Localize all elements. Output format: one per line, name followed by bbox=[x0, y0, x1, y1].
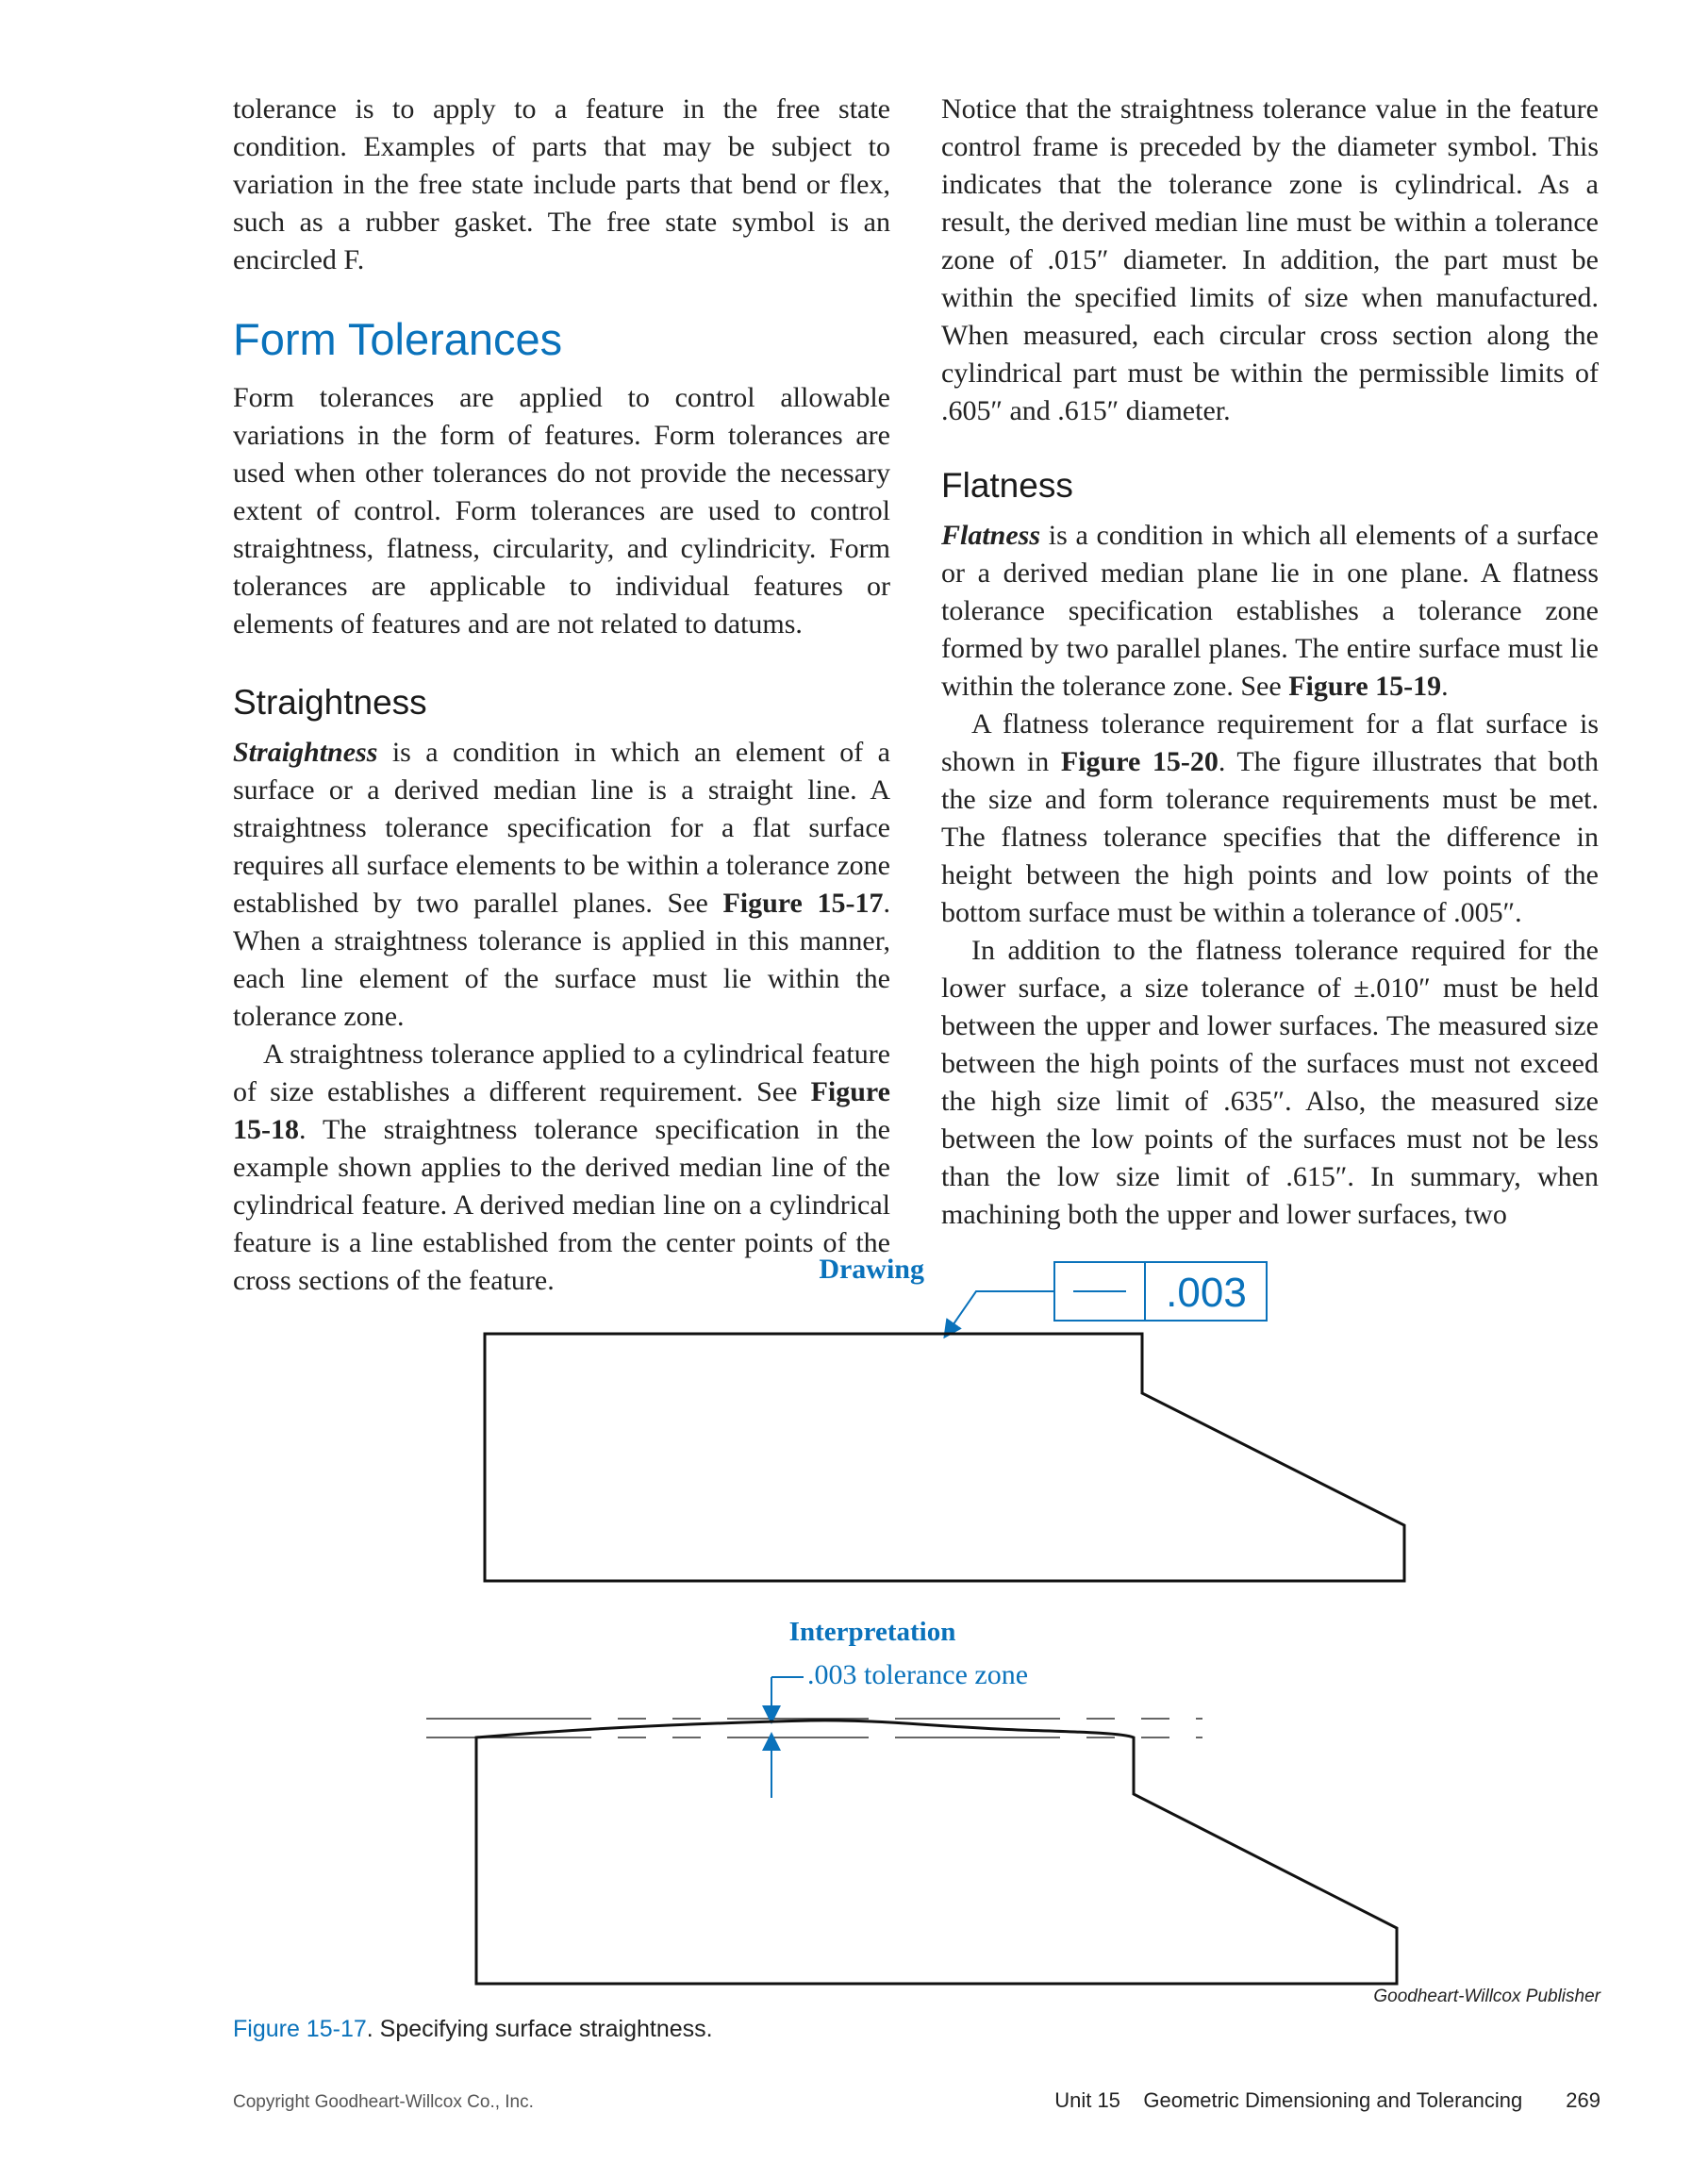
unit-title: Unit 15 Geometric Dimensioning and Tolerancing bbox=[1054, 2088, 1523, 2112]
flatness-heading: Flatness bbox=[941, 466, 1073, 505]
tolerance-zone-label: .003 tolerance zone bbox=[807, 1659, 1029, 1690]
form-tolerances-paragraph: Form tolerances are applied to control allowable variations in the form of features. Form tolerances are used when other tolerances do not provide the necessary extent of control. Form tolerances are used to control straightness, flatness, circularity, and cylindricity. Form tolerances are applicable to individual features or elements of features and are not related to datums. bbox=[233, 382, 890, 640]
figure-caption bbox=[233, 2016, 713, 2043]
straightness-term: Straightness bbox=[233, 737, 378, 768]
tolerance-value: .003 bbox=[1166, 1270, 1247, 1316]
paragraph-text: . bbox=[1441, 671, 1449, 702]
flatness-term: Flatness bbox=[941, 520, 1041, 551]
figure-reference: Figure 15-17 bbox=[722, 888, 884, 919]
paragraph-text: . The straightness tolerance specification in the example shown applies to the derived median line of the cylindrical feature. A derived median line on a cylindrical feature is a line established from the center points of the cross sections of the feature. bbox=[233, 1114, 890, 1296]
running-footer bbox=[1054, 2088, 1600, 2113]
figure-reference: Figure 15-19 bbox=[1288, 671, 1442, 702]
figure-reference: Figure 15-18 bbox=[233, 1076, 890, 1145]
copyright-footer: Copyright Goodheart-Willcox Co., Inc. bbox=[233, 2092, 534, 2112]
leader-arrow bbox=[949, 1291, 1054, 1331]
interpretation-label: Interpretation bbox=[788, 1617, 956, 1647]
drawing-part-outline bbox=[485, 1334, 1404, 1581]
figure-credit: Goodheart-Willcox Publisher bbox=[1373, 1987, 1600, 2006]
paragraph-text: . When a straightness tolerance is applied in this manner, each line element of the surface must lie within the tolerance zone. bbox=[233, 888, 890, 1032]
drawing-label: Drawing bbox=[819, 1254, 924, 1285]
paragraph-text: A straightness tolerance applied to a cylindrical feature of size establishes a different requirement. See bbox=[233, 1039, 890, 1107]
flatness-paragraph-3: In addition to the flatness tolerance required for the lower surface, a size tolerance of ±.010″ must be held between the upper and lower surfaces. The measured size between the high points of the surfaces must not exceed the high size limit of .635″. Also, the measured size between the low points of the surfaces must not be less than the low size limit of .615″. In summary, when machining both the upper and lower surfaces, two bbox=[941, 935, 1599, 1230]
paragraph-text: is a condition in which an element of a surface or a derived median line is a straight line. A straightness tolerance specification for a flat surface requires all surface elements to be within a tolerance zone established by two parallel planes. See bbox=[233, 737, 890, 919]
straightness-heading: Straightness bbox=[233, 683, 427, 722]
caption-text: . Specifying surface straightness. bbox=[366, 2016, 713, 2042]
caption-number: Figure 15-17 bbox=[233, 2016, 367, 2042]
page-number: 269 bbox=[1566, 2088, 1600, 2112]
intro-paragraph: tolerance is to apply to a feature in the free state condition. Examples of parts that may be subject to variation in the free state include parts that bend or flex, such as a rubber gasket. The free state symbol is an encircled F. bbox=[233, 93, 890, 275]
feature-control-frame bbox=[1054, 1262, 1267, 1321]
form-tolerances-heading: Form Tolerances bbox=[233, 314, 563, 364]
paragraph-text: . The figure illustrates that both the size and form tolerance requirements must be met. The flatness tolerance specifies that the difference in height between the high points and low points of the bottom surface must be within a tolerance of .005″. bbox=[941, 746, 1599, 928]
paragraph-text: is a condition in which all elements of a surface or a derived median plane lie in one plane. A flatness tolerance specification establishes a tolerance zone formed by two parallel planes. The entire surface must lie within the tolerance zone. See bbox=[941, 520, 1599, 702]
continuation-paragraph: Notice that the straightness tolerance value in the feature control frame is preceded by the diameter symbol. This indicates that the tolerance zone is cylindrical. As a result, the derived median line must be within a tolerance zone of .015″ diameter. In addition, the part must be within the specified limits of size when manufactured. When measured, each circular cross section along the cylindrical part must be within the permissible limits of .605″ and .615″ diameter. bbox=[941, 93, 1599, 426]
figure-reference: Figure 15-20 bbox=[1060, 746, 1219, 777]
paragraph-text: A flatness tolerance requirement for a flat surface is shown in bbox=[941, 708, 1599, 777]
interpretation-part-outline bbox=[476, 1721, 1397, 1984]
